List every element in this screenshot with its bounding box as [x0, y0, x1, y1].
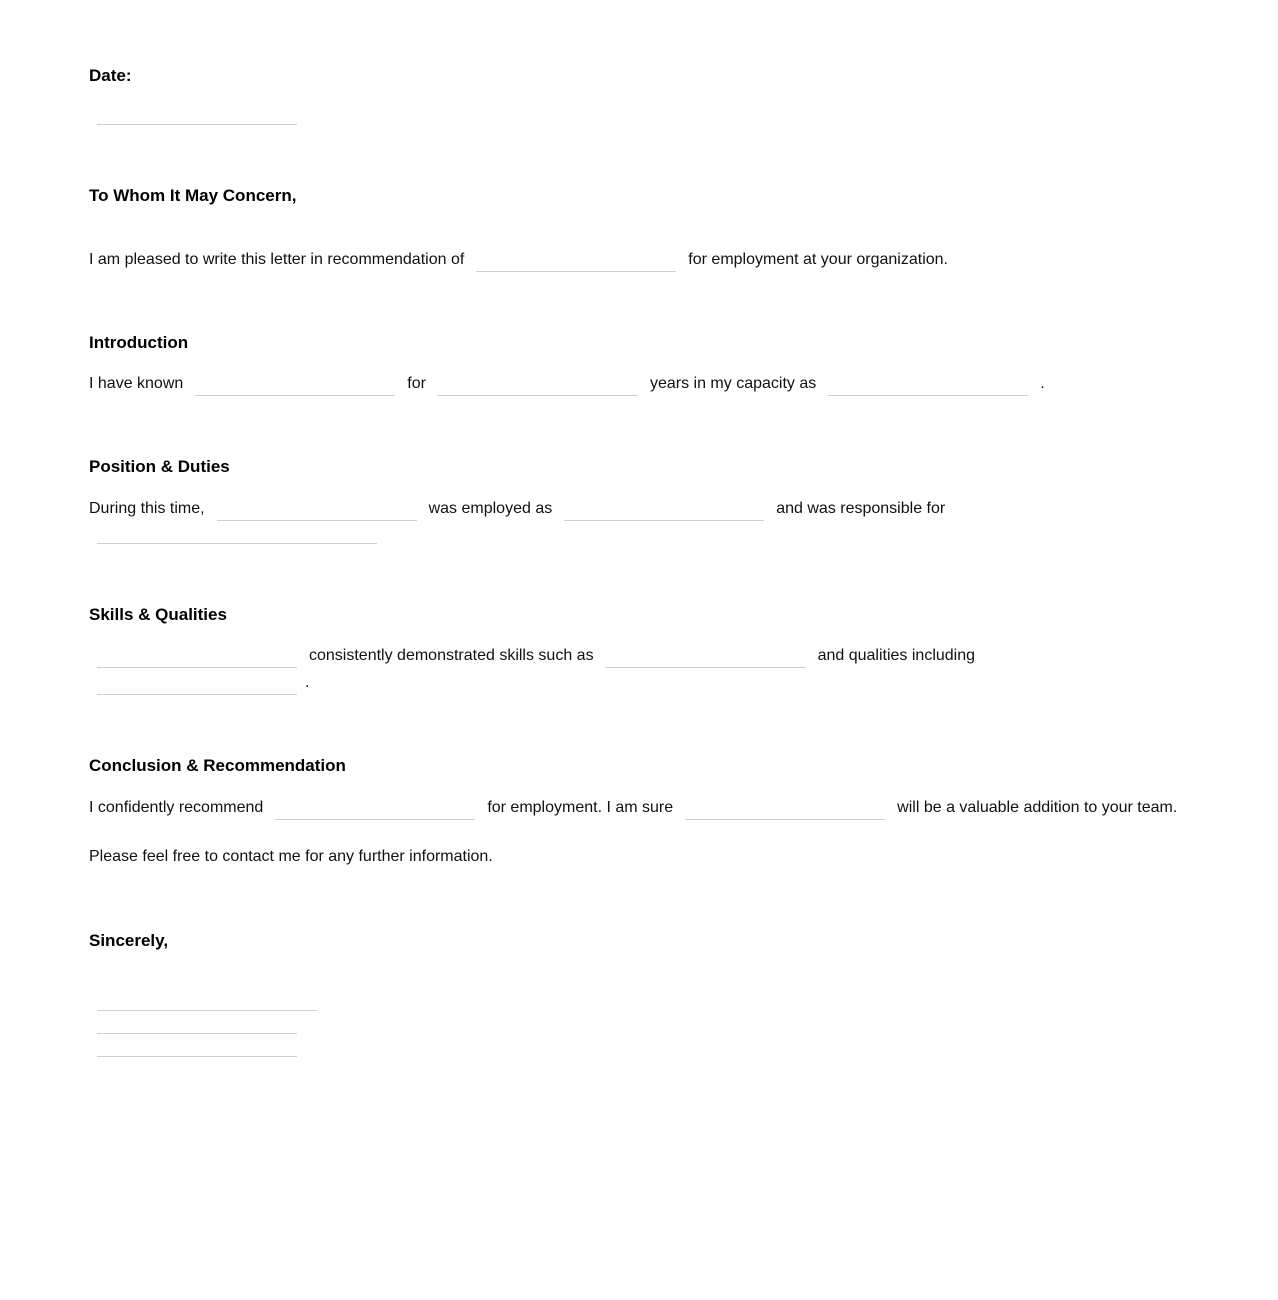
opening-sentence	[89, 250, 948, 272]
conclusion-heading: Conclusion & Recommendation	[89, 756, 346, 775]
date-field[interactable]	[97, 103, 297, 125]
skills-text-2: and qualities including	[817, 647, 976, 664]
contact-note: Please feel free to contact me for any further information.	[89, 848, 493, 865]
conclusion-sentence	[89, 798, 1177, 820]
signer-title-field[interactable]	[97, 1035, 297, 1057]
skills-person-name-field[interactable]	[97, 646, 297, 668]
skills-sentence	[89, 646, 975, 668]
conclusion-text-1: I confidently recommend	[89, 799, 264, 816]
capacity-field[interactable]	[828, 374, 1028, 396]
conclusion-text-2: for employment. I am sure	[487, 799, 674, 816]
position-sentence	[89, 499, 945, 521]
position-text-2: was employed as	[428, 500, 553, 517]
valuable-person-name-field[interactable]	[685, 798, 885, 820]
qualities-line	[89, 673, 309, 695]
opening-text-after: for employment at your organization.	[688, 251, 948, 268]
introduction-sentence	[89, 374, 1045, 396]
responsibilities-field[interactable]	[97, 522, 377, 544]
introduction-heading: Introduction	[89, 333, 189, 352]
date-label: Date:	[89, 66, 132, 85]
opening-text-before: I am pleased to write this letter in recommendation of	[89, 251, 465, 268]
position-text-1: During this time,	[89, 500, 205, 517]
years-known-field[interactable]	[438, 374, 638, 396]
intro-text-3: years in my capacity as	[649, 375, 817, 392]
salutation: To Whom It May Concern,	[89, 186, 297, 205]
signature-field[interactable]	[97, 989, 317, 1011]
skills-field[interactable]	[606, 646, 806, 668]
qualities-field[interactable]	[97, 673, 297, 695]
intro-text-4: .	[1040, 375, 1045, 392]
closing: Sincerely,	[89, 931, 169, 950]
intro-text-1: I have known	[89, 375, 184, 392]
skills-text-1: consistently demonstrated skills such as	[309, 647, 594, 664]
skills-text-3: .	[305, 674, 310, 691]
position-text-3: and was responsible for	[776, 500, 946, 517]
job-title-field[interactable]	[564, 499, 764, 521]
intro-text-2: for	[407, 375, 426, 392]
known-person-name-field[interactable]	[195, 374, 395, 396]
employee-name-field[interactable]	[217, 499, 417, 521]
position-heading: Position & Duties	[89, 457, 230, 476]
signer-name-field[interactable]	[97, 1012, 297, 1034]
skills-heading: Skills & Qualities	[89, 605, 227, 624]
candidate-name-field[interactable]	[476, 250, 676, 272]
recommended-person-name-field[interactable]	[275, 798, 475, 820]
conclusion-text-3: will be a valuable addition to your team.	[897, 799, 1178, 816]
